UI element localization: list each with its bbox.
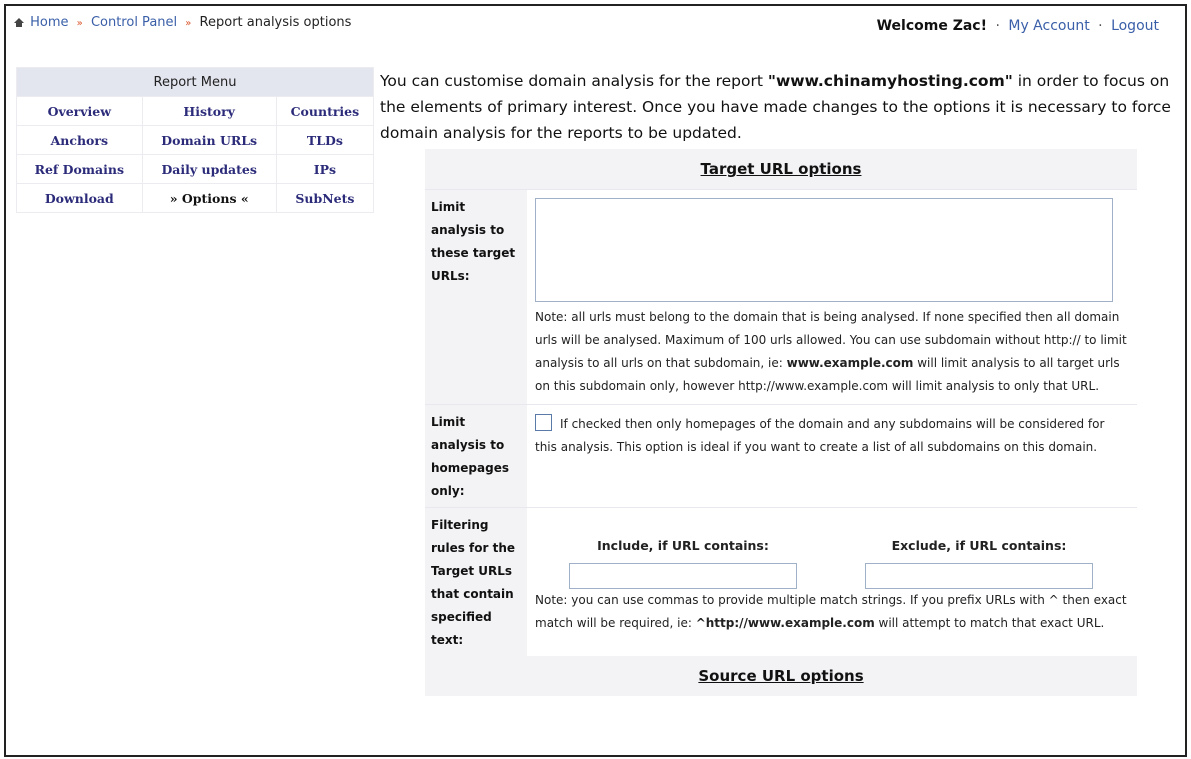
target-urls-note [535,306,1127,398]
exclude-column [865,534,1093,589]
filtering-rules-field [527,508,1137,657]
menu-item-daily-updates[interactable]: Daily updates [161,161,257,177]
include-input[interactable] [569,563,797,589]
homepages-only-checkbox[interactable] [535,414,552,431]
include-label: Include, if URL contains: [597,538,769,553]
target-url-options-heading [425,149,1137,190]
menu-item-options-current: » Options « [169,190,249,206]
target-urls-note-example: www.example.com [786,356,914,370]
menu-item-anchors[interactable]: Anchors [50,132,109,148]
separator-dot: · [1098,18,1103,34]
page-frame [4,4,1187,757]
intro-text [380,68,1180,146]
menu-item-ips[interactable]: IPs [313,161,337,177]
filter-note-part1: Note: you can use commas to provide multiple match strings. If you prefix URLs with ^ then exact match will be required, ie: [535,593,1127,630]
menu-item-countries[interactable]: Countries [290,103,360,119]
menu-item-domain-urls[interactable]: Domain URLs [161,132,258,148]
source-url-options-heading [425,656,1137,696]
breadcrumb [14,15,351,30]
breadcrumb-home-link[interactable]: Home [30,15,69,30]
report-domain: "www.chinamyhosting.com" [767,72,1013,90]
target-url-options-title: Target URL options [700,160,862,178]
filter-note [535,589,1127,635]
filtering-rules-label: Filtering rules for the Target URLs that contain specified text: [425,508,527,657]
options-table [425,149,1137,696]
logout-link[interactable]: Logout [1111,18,1159,34]
exclude-label: Exclude, if URL contains: [891,538,1067,553]
homepages-only-field [527,405,1137,508]
breadcrumb-separator: » [185,18,192,29]
exclude-input[interactable] [865,563,1093,589]
homepages-only-row [535,413,1127,459]
source-url-options-title: Source URL options [698,667,864,685]
breadcrumb-separator: » [76,18,83,29]
menu-item-ref-domains[interactable]: Ref Domains [34,161,125,177]
menu-item-download[interactable]: Download [44,190,114,206]
target-urls-textarea[interactable] [535,198,1113,302]
limit-target-urls-label: Limit analysis to these target URLs: [425,190,527,405]
homepages-only-description: If checked then only homepages of the domain and any subdomains will be considered for this analysis. This option is ideal if you want to create a list of all subdomains on this domain. [535,417,1105,454]
menu-item-overview[interactable]: Overview [47,103,111,119]
breadcrumb-current: Report analysis options [199,15,352,30]
report-menu-title: Report Menu [17,68,374,97]
filter-note-part2: will attempt to match that exact URL. [874,616,1105,630]
filter-inputs [535,534,1127,589]
menu-item-history[interactable]: History [183,103,235,119]
menu-item-subnets[interactable]: SubNets [295,190,355,206]
user-bar [877,18,1159,34]
home-icon [14,18,24,23]
menu-item-tlds[interactable]: TLDs [306,132,343,148]
filter-note-example: ^http://www.example.com [695,616,875,630]
target-urls-note-part2: will limit analysis to all target urls on this subdomain only, however http://www.example.com will limit analysis to only that URL. [535,356,1120,393]
include-column [569,534,797,589]
homepages-only-label: Limit analysis to homepages only: [425,405,527,508]
limit-target-urls-field [527,190,1137,405]
separator-dot: · [995,18,1000,34]
breadcrumb-control-panel-link[interactable]: Control Panel [90,15,178,30]
target-urls-note-part1: Note: all urls must belong to the domain that is being analysed. If none specified then all domain urls will be analysed. Maximum of 100 urls allowed. You can use subdomain without http:// to limit analysis to all urls on that subdomain, ie: [535,310,1127,370]
intro-text-after: in order to focus on the elements of primary interest. Once you have made changes to the options it is necessary to force domain analysis for the reports to be updated. [380,72,1171,142]
intro-text-before: You can customise domain analysis for the report [380,72,768,90]
report-menu [16,67,374,213]
welcome-text: Welcome Zac! [876,18,987,34]
my-account-link[interactable]: My Account [1008,18,1090,34]
